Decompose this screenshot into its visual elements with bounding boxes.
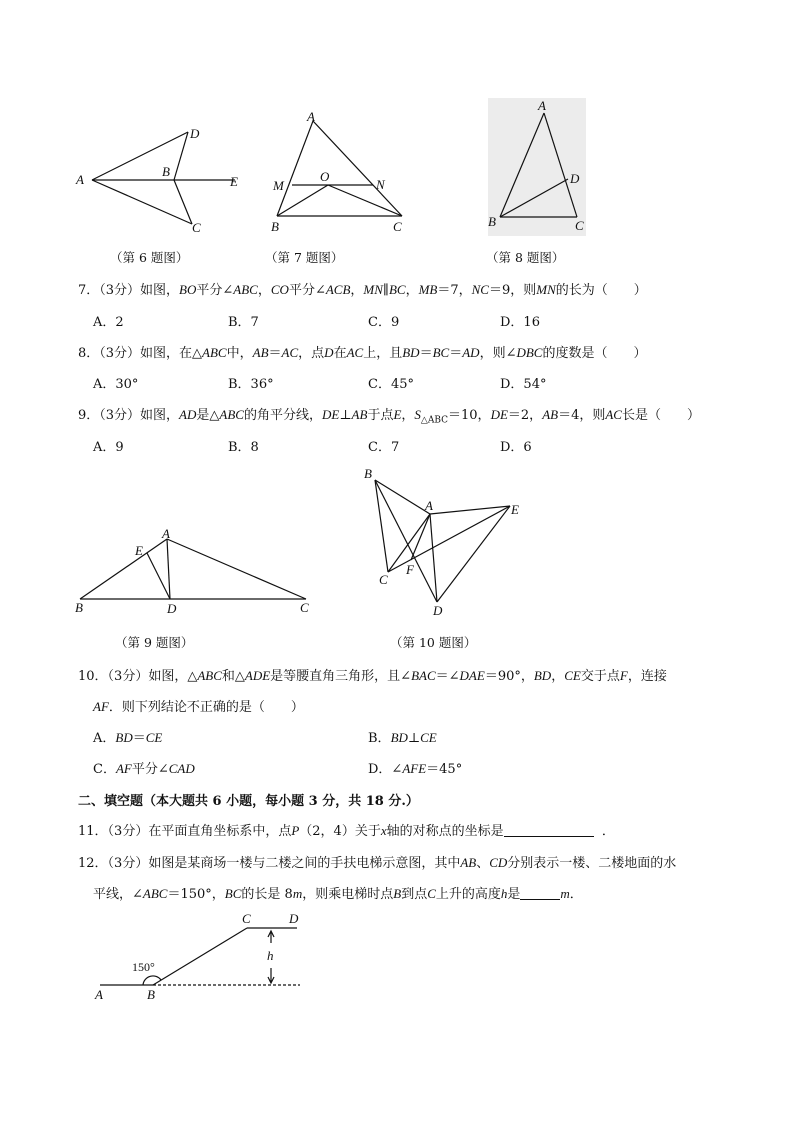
label-C: C (379, 572, 388, 587)
label-E: E (511, 502, 519, 517)
q10-option-c: C．AF平分∠CAD (93, 761, 195, 777)
answer-blank[interactable] (504, 836, 594, 837)
q9-option-d: D．6 (500, 440, 532, 455)
label-A: A (95, 987, 103, 1002)
figure-7-caption: （第 7 题图） (265, 250, 344, 265)
question-8: 8．（3分）如图，在△ABC中，AB＝AC，点D在AC上，且BD＝BC＝AD，则∠DBC的度数是（ ） (78, 345, 647, 361)
label-A: A (538, 98, 546, 113)
q10-option-d: D．∠AFE＝45° (368, 761, 463, 777)
label-B: B (162, 164, 170, 179)
question-9: 9．（3分）如图，AD是△ABC的角平分线，DE⊥AB于点E，$S_{\triangle ABC}=10$，DE＝2，AB＝4，则AC长是（ ） (78, 407, 700, 426)
q10-option-b: B．BD⊥CE (368, 730, 437, 746)
label-C: C (575, 218, 584, 233)
label-B: B (488, 214, 496, 229)
label-B: B (364, 466, 372, 481)
label-A: A (307, 109, 315, 124)
label-D: D (433, 603, 443, 618)
label-C: C (242, 911, 251, 926)
q10-option-a: A．BD＝CE (93, 730, 163, 746)
figure-7 (265, 105, 415, 240)
q7-option-c: C．9 (368, 315, 400, 330)
label-N: N (376, 177, 385, 192)
q8-option-d: D．54° (500, 377, 547, 392)
label-C: C (393, 219, 402, 234)
angle-label: 150° (132, 960, 155, 974)
figure-6-caption: （第 6 题图） (110, 250, 189, 265)
figure-8-caption: （第 8 题图） (486, 250, 565, 265)
q8-option-a: A．30° (93, 377, 139, 392)
question-12-line-2: 平线，∠ABC＝150°，BC的长是 8m，则乘电梯时点B到点C上升的高度h是 m． (93, 886, 583, 902)
question-10-line-1: 10．（3分）如图，△ABC和△ADE是等腰直角三角形，且∠BAC＝∠DAE＝90°，BD，CE交于点F，连接 (78, 668, 667, 684)
label-D: D (570, 171, 580, 186)
figure-9 (70, 525, 320, 620)
q9-option-b: B．8 (228, 440, 259, 455)
figure-8 (480, 95, 595, 240)
label-D: D (289, 911, 299, 926)
figure-6 (70, 120, 255, 240)
label-A: A (425, 498, 433, 513)
figure-9-caption: （第 9 题图） (115, 635, 194, 650)
q7-option-d: D．16 (500, 315, 540, 330)
label-C: C (300, 600, 309, 615)
question-11: 11．（3分）在平面直角坐标系中，点P（2，4）关于x轴的对称点的坐标是 ． (78, 823, 615, 839)
label-A: A (76, 172, 84, 187)
figure-10 (355, 462, 535, 622)
label-C: C (192, 220, 201, 235)
label-D: D (190, 126, 200, 141)
figure-10-caption: （第 10 题图） (390, 635, 477, 650)
label-E: E (230, 174, 238, 189)
q7-option-b: B．7 (228, 315, 259, 330)
answer-blank[interactable] (520, 899, 560, 900)
label-F: F (406, 562, 414, 577)
label-A: A (162, 526, 170, 541)
question-7: 7．（3分）如图，BO平分∠ABC，CO平分∠ACB，MN∥BC，MB＝7，NC＝9，则MN的长为（ ） (78, 282, 647, 298)
label-D: D (167, 601, 177, 616)
label-B: B (75, 600, 83, 615)
figure-12 (85, 908, 310, 1003)
label-E: E (135, 543, 143, 558)
q8-option-c: C．45° (368, 377, 414, 392)
label-O: O (320, 169, 330, 184)
q7-option-a: A．2 (93, 315, 124, 330)
q9-option-a: A．9 (93, 440, 124, 455)
question-10-line-2: AF．则下列结论不正确的是（ ） (93, 699, 304, 715)
label-M: M (273, 178, 284, 193)
q8-option-b: B．36° (228, 377, 274, 392)
q9-option-c: C．7 (368, 440, 400, 455)
label-B: B (271, 219, 279, 234)
question-12-line-1: 12．（3分）如图是某商场一楼与二楼之间的手扶电梯示意图，其中AB、CD分别表示一楼、二楼地面的水 (78, 855, 677, 871)
label-B: B (147, 987, 155, 1002)
label-h: h (267, 948, 274, 963)
section-2-header: 二、填空题（本大题共 6 小题，每小题 3 分，共 18 分.） (78, 794, 419, 809)
